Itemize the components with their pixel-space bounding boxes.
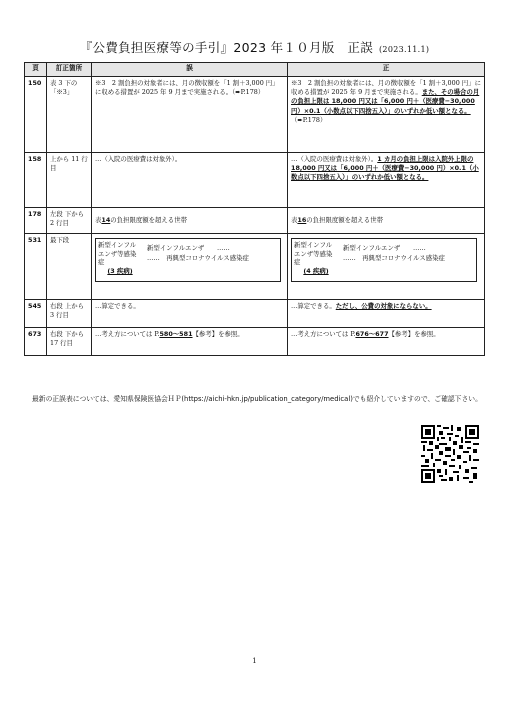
wrong-post: の負担限度額を超える世帯 [110, 215, 187, 224]
wrong-disease-count: (3 疾病) [107, 266, 133, 275]
row-page: 545 [25, 300, 47, 328]
row-wrong: …算定できる。 [92, 300, 288, 328]
table-row [25, 77, 485, 153]
row-correct [288, 77, 485, 153]
correct-pages: 676〜677 [355, 330, 389, 338]
row-correct [288, 208, 485, 234]
correct-pre: …考え方については P. [291, 330, 356, 338]
correct-num: 16 [297, 215, 307, 224]
wrong-post: 【参考】を参照。 [192, 330, 244, 338]
errata-table [24, 62, 485, 356]
title-date: (2023.11.1) [379, 45, 430, 54]
row-wrong: ※3 2 割負担の対象者には、月の徴収額を「1 割＋3,000 円」に収める措置が 2025 年 9 月まで実施される。（➨P.178） [92, 77, 288, 153]
row-location: 右段 下から 17 行目 [47, 328, 92, 356]
row-location: 右段 上から 3 行目 [47, 300, 92, 328]
wrong-num: 14 [101, 215, 111, 224]
row-correct [288, 234, 485, 300]
correct-infection-box [291, 238, 477, 282]
correct-plain: …（入院の医療費は対象外）。 [291, 155, 378, 163]
correct-post: 【参考】を参照。 [388, 330, 440, 338]
box-line-1: 新型インフルエンザ …… [147, 244, 230, 252]
title-text: 『公費負担医療等の手引』2023 年１０月版 正誤 [79, 40, 374, 55]
row-page: 673 [25, 328, 47, 356]
box-line-2: …… 再興型コロナウイルス感染症 [343, 254, 445, 262]
correct-emphasis: 1 カ月の負担上限は入院外上限の 18,000 円又は「6,000 円＋（医療費−30,000 円）×0.1（小数点以下四捨五入）」のいずれか低い額となる。 [291, 155, 479, 182]
table-row [25, 153, 485, 208]
correct-plain: …算定できる。 [291, 302, 336, 310]
row-location: 最下段 [47, 234, 92, 300]
table-row [25, 328, 485, 356]
row-correct [288, 153, 485, 208]
header-page: 頁 [25, 63, 47, 77]
header-location: 訂正箇所 [47, 63, 92, 77]
row-location: 表 3 下の「※3」 [47, 77, 92, 153]
header-correct: 正 [288, 63, 485, 77]
header-row [25, 63, 485, 77]
correct-plain: ※3 2 割負担の対象者には、月の徴収額を「1 割＋3,000 円」に収める措置が 2025 年 9 月まで実施される。 [291, 79, 481, 97]
table-row [25, 300, 485, 328]
correct-emphasis: また、その場合の月の負担上限は 18,000 円又は「6,000 円＋（医療費−30,000 円）×0.1（小数点以下四捨五入）」のいずれか低い額となる。 [291, 88, 480, 115]
wrong-pages: 580〜581 [159, 330, 193, 338]
header-wrong: 誤 [92, 63, 288, 77]
row-correct [288, 328, 485, 356]
box-left-label: 新型インフルエンザ等感染症 [294, 241, 333, 267]
page-number: 1 [252, 657, 257, 665]
row-location: 上から 11 行目 [47, 153, 92, 208]
row-page: 158 [25, 153, 47, 208]
row-correct [288, 300, 485, 328]
wrong-infection-box [95, 238, 281, 282]
correct-emphasis: ただし、公費の対象にならない。 [335, 302, 432, 310]
qr-code-icon[interactable] [421, 425, 479, 483]
box-left-label: 新型インフルエンザ等感染症 [98, 241, 137, 267]
row-page: 150 [25, 77, 47, 153]
correct-pre: 表 [291, 215, 298, 224]
table-row [25, 208, 485, 234]
row-location: 左段 下から 2 行目 [47, 208, 92, 234]
correct-tail: （➨P.178） [291, 115, 327, 124]
row-wrong [92, 328, 288, 356]
correct-disease-count: (4 疾病) [303, 266, 329, 275]
page-title [0, 38, 509, 56]
row-page: 531 [25, 234, 47, 300]
correct-post: の負担限度額を超える世帯 [306, 215, 383, 224]
row-wrong: …（入院の医療費は対象外）。 [92, 153, 288, 208]
box-line-2: …… 再興型コロナウイルス感染症 [147, 254, 249, 262]
box-line-1: 新型インフルエンザ …… [343, 244, 426, 252]
footnote: 最新の正誤表については、愛知県保険医協会ＨＰ(https://aichi-hkn.jp/publication_category/medical)でも紹介していますので、ご確認下さい。 [32, 395, 482, 403]
wrong-pre: 表 [95, 215, 102, 224]
row-wrong [92, 208, 288, 234]
wrong-pre: …考え方については P. [95, 330, 160, 338]
table-row [25, 234, 485, 300]
row-wrong [92, 234, 288, 300]
row-page: 178 [25, 208, 47, 234]
